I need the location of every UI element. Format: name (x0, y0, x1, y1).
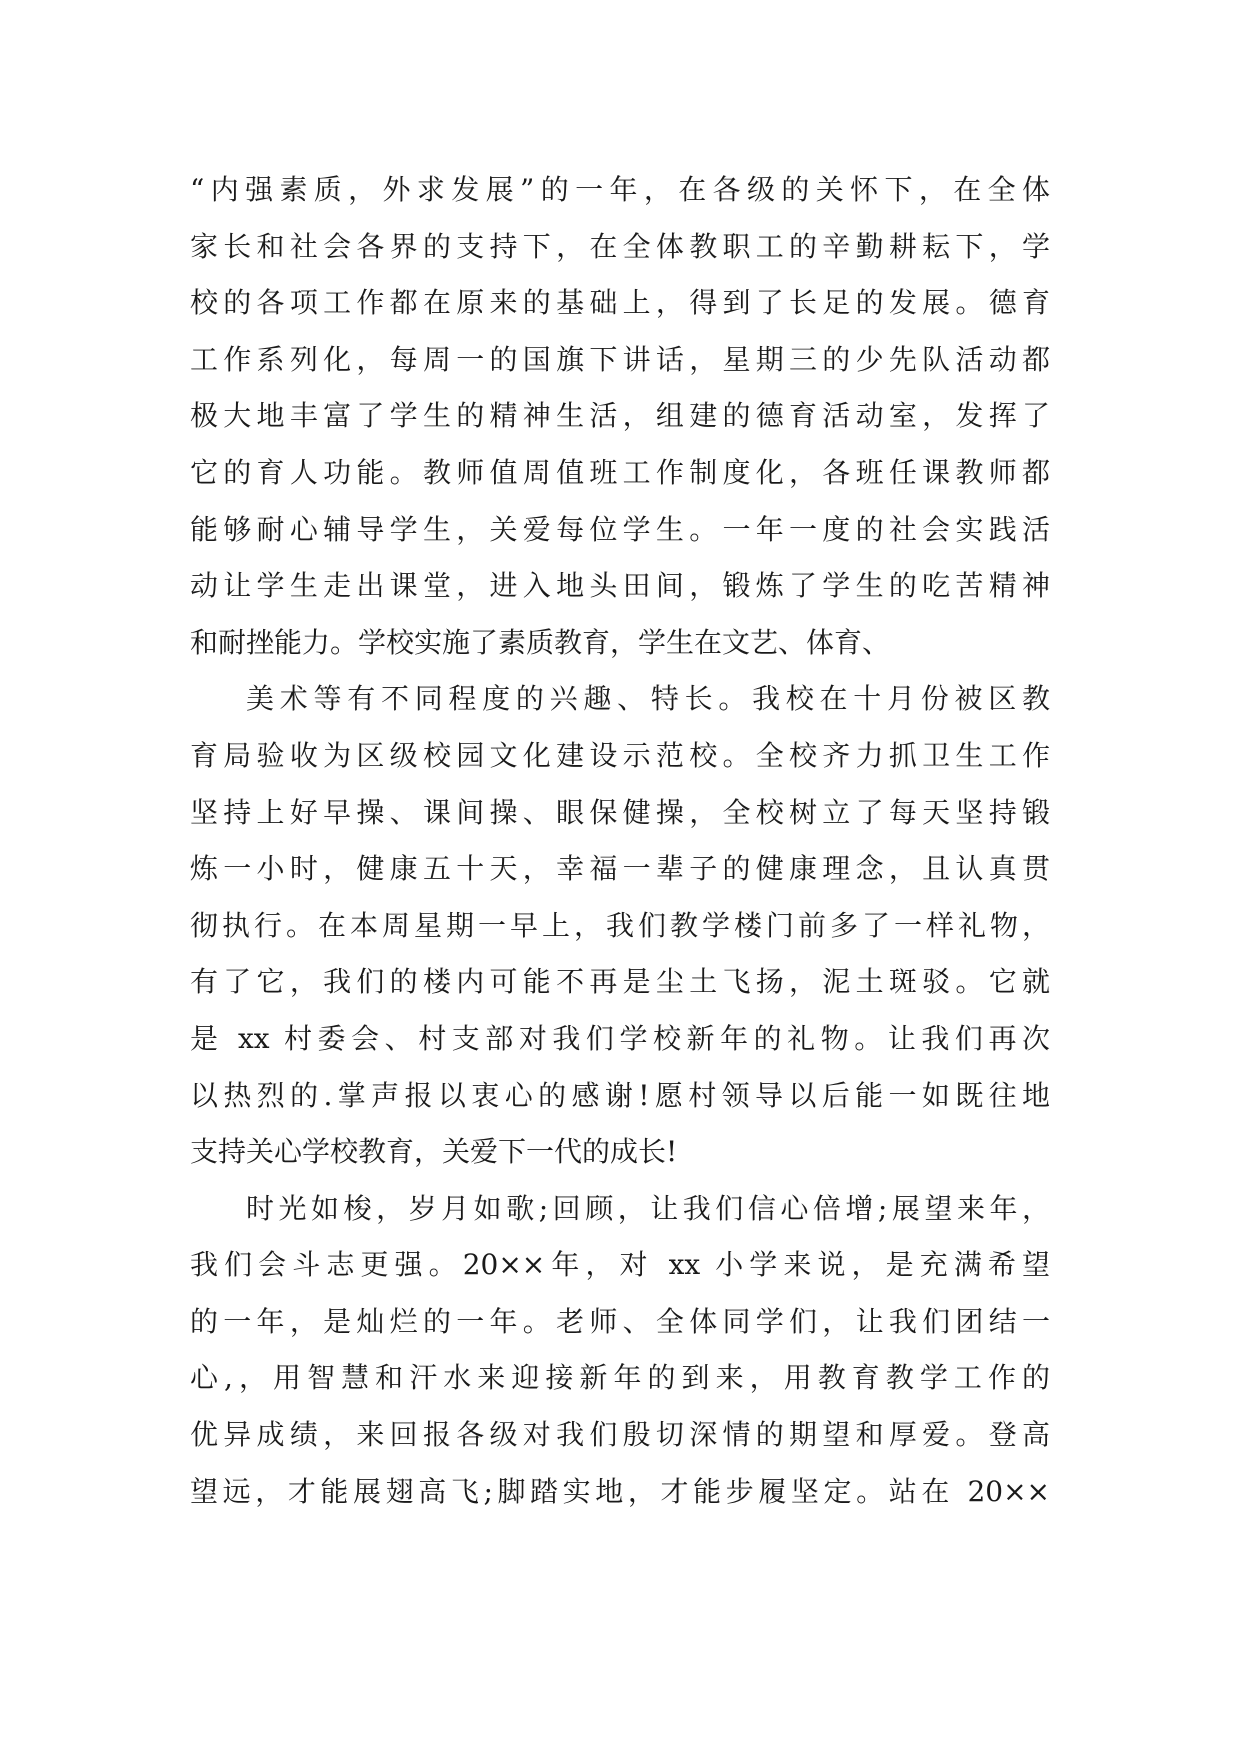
document-body (190, 162, 1050, 1520)
text-line: 优异成绩，来回报各级对我们殷切深情的期望和厚爱。登高 (190, 1418, 1050, 1452)
text-line: 以热烈的.掌声报以衷心的感谢!愿村领导以后能一如既往地 (190, 1078, 1050, 1112)
text-line: 它的育人功能。教师值周值班工作制度化，各班任课教师都 (190, 455, 1050, 489)
text-line: 炼一小时，健康五十天，幸福一辈子的健康理念，且认真贯 (190, 852, 1050, 886)
text-line: 心,，用智慧和汗水来迎接新年的到来，用教育教学工作的 (190, 1361, 1050, 1395)
paragraph-1 (190, 162, 1050, 671)
text-line: 彻执行。在本周星期一早上，我们教学楼门前多了一样礼物， (190, 908, 1050, 942)
text-line: 家长和社会各界的支持下，在全体教职工的辛勤耕耘下，学 (190, 229, 1050, 263)
paragraph-3 (190, 1181, 1050, 1521)
text-line: 我们会斗志更强。20××年，对 xx 小学来说，是充满希望 (190, 1248, 1050, 1282)
text-line: 时光如梭，岁月如歌;回顾，让我们信心倍增;展望来年， (246, 1191, 1050, 1225)
text-line: 美术等有不同程度的兴趣、特长。我校在十月份被区教 (246, 682, 1050, 716)
text-line: “内强素质，外求发展”的一年，在各级的关怀下，在全体 (190, 173, 1050, 206)
text-line: 动让学生走出课堂，进入地头田间，锻炼了学生的吃苦精神 (190, 569, 1050, 603)
text-line: 校的各项工作都在原来的基础上，得到了长足的发展。德育 (190, 286, 1050, 320)
text-line: 坚持上好早操、课间操、眼保健操，全校树立了每天坚持锻 (190, 795, 1050, 829)
text-line: 有了它，我们的楼内可能不再是尘土飞扬，泥土斑驳。它就 (190, 965, 1050, 999)
text-line: 工作系列化，每周一的国旗下讲话，星期三的少先队活动都 (190, 342, 1050, 376)
text-line: 是 xx 村委会、村支部对我们学校新年的礼物。让我们再次 (190, 1021, 1050, 1055)
paragraph-2 (190, 671, 1050, 1180)
text-line: 和耐挫能力。学校实施了素质教育，学生在文艺、体育、 (190, 625, 891, 659)
text-line: 支持关心学校教育，关爱下一代的成长! (190, 1135, 678, 1169)
text-line: 极大地丰富了学生的精神生活，组建的德育活动室，发挥了 (190, 399, 1050, 433)
text-line: 的一年，是灿烂的一年。老师、全体同学们，让我们团结一 (190, 1304, 1050, 1338)
text-line: 能够耐心辅导学生，关爱每位学生。一年一度的社会实践活 (190, 512, 1050, 546)
text-line: 育局验收为区级校园文化建设示范校。全校齐力抓卫生工作 (190, 738, 1050, 772)
text-line: 望远，才能展翅高飞;脚踏实地，才能步履坚定。站在 20×× (190, 1474, 1050, 1508)
